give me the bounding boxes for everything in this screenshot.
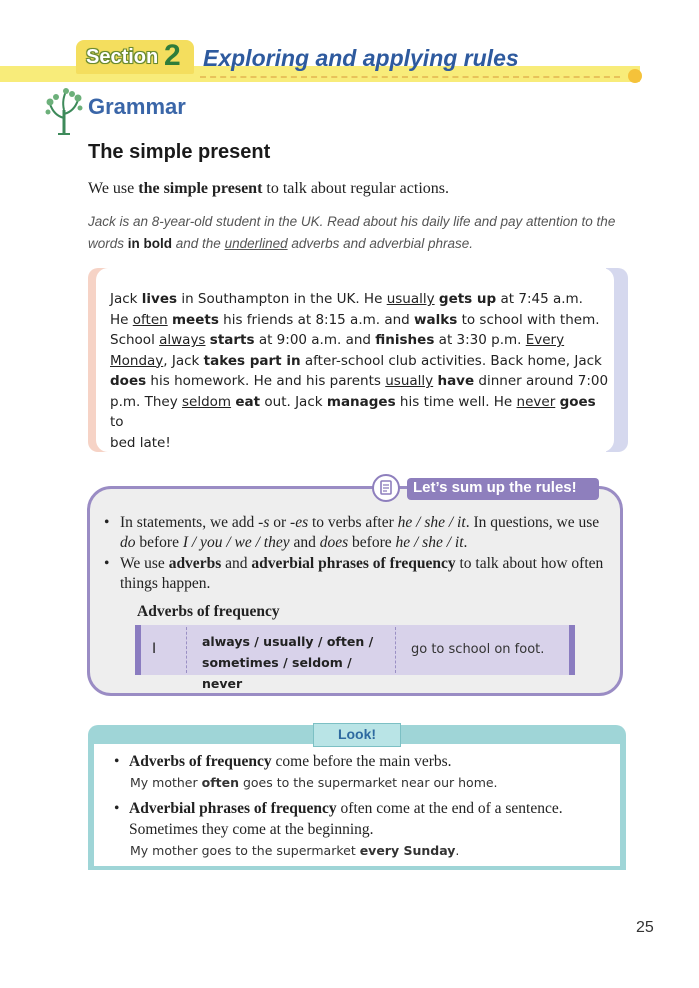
table-divider: [395, 627, 396, 673]
table-subject: I: [152, 641, 157, 657]
rule-item: • In statements, we add -s or -es to verbs after he / she / it. In questions, we use do before I / you / we / they and does before he / she / it.: [104, 513, 604, 553]
page-title: The simple present: [88, 141, 271, 163]
table-rest: go to school on foot.: [411, 642, 545, 657]
intro-text: We use the simple present to talk about regular actions.: [88, 180, 449, 197]
look-point: Adverbs of frequency come before the main verbs.: [129, 753, 452, 770]
look-tag-label: Look!: [337, 726, 377, 742]
bullet: •: [114, 800, 120, 817]
look-point-line2: Sometimes they come at the beginning.: [129, 821, 374, 838]
table-left-bar: [135, 625, 141, 675]
section-dot-icon: [628, 69, 642, 83]
section-label: Section: [86, 46, 159, 68]
section-dashed-line: [200, 76, 620, 78]
table-adverbs: always / usually / often / sometimes / seldom / never: [202, 634, 374, 691]
bullet: •: [114, 753, 120, 770]
part-title: Grammar: [88, 94, 186, 119]
look-example: My mother often goes to the supermarket near our home.: [130, 775, 498, 790]
rule-item: • We use adverbs and adverbial phrases of frequency to talk about how often things happen.: [104, 554, 604, 594]
look-example: My mother goes to the supermarket every Sunday.: [130, 843, 460, 858]
section-title: Exploring and applying rules: [203, 45, 519, 71]
adverbs-table-title: Adverbs of frequency: [137, 603, 280, 620]
rules-list: [104, 513, 604, 595]
section-number: 2: [164, 39, 181, 72]
reading-passage: Jack lives in Southampton in the UK. He usually gets up at 7:45 a.m. He often meets his friends at 8:15 a.m. and walks to school with them. School always starts at 9:00 a.m. and finishes at 3:30 p.m. Every Monday, Jack takes part in after-school club activities. Back home, Jack does his homework. He and his parents usually have dinner around 7:00 p.m. They seldom eat out. Jack manages his time well. He never goes to bed late!: [110, 291, 609, 451]
notes-icon: [372, 474, 400, 502]
table-right-bar: [569, 625, 575, 675]
rules-tag-label: Let’s sum up the rules!: [413, 479, 577, 496]
tree-icon: [44, 88, 84, 136]
table-divider: [186, 627, 187, 673]
page-number: 25: [636, 919, 654, 936]
instruction-text: Jack is an 8-year-old student in the UK. Read about his daily life and pay attention to the words in bold and the underlined adverbs and adverbial phrase.: [88, 214, 616, 251]
look-point: Adverbial phrases of frequency often come at the end of a sentence.: [129, 800, 563, 817]
